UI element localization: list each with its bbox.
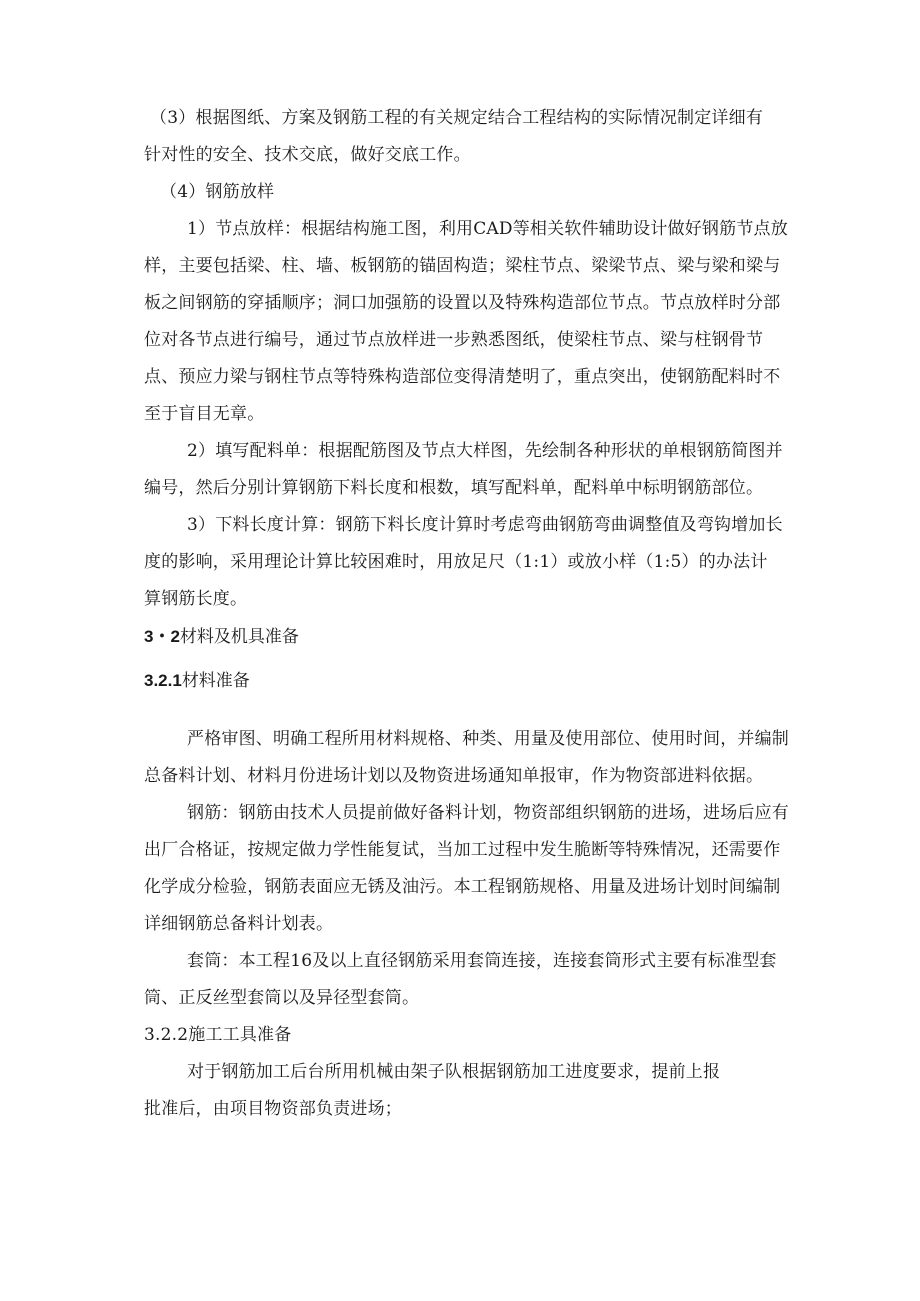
paragraph-line: 化学成分检验，钢筋表面应无锈及油污。本工程钢筋规格、用量及进场计划时间编制: [144, 877, 781, 897]
section-number: 3・2: [144, 627, 180, 646]
paragraph-line: 位对各节点进行编号，通过节点放样进一步熟悉图纸，使梁柱节点、梁与柱钢骨节: [144, 330, 764, 350]
paragraph-line: 总备料计划、材料月份进场计划以及物资进场通知单报审，作为物资部进料依据。: [144, 766, 764, 786]
paragraph-line: 至于盲目无章。: [144, 404, 265, 424]
paragraph-line: 算钢筋长度。: [144, 589, 248, 609]
paragraph-line: 板之间钢筋的穿插顺序；洞口加强筋的设置以及特殊构造部位节点。节点放样时分部: [144, 293, 781, 313]
paragraph-line: 编号，然后分别计算钢筋下料长度和根数，填写配料单，配料单中标明钢筋部位。: [144, 478, 764, 498]
subsection-number: 3.2.1: [144, 671, 182, 690]
paragraph-line: 套筒：本工程16及以上直径钢筋采用套筒连接，连接套筒形式主要有标准型套: [187, 951, 777, 971]
paragraph-line: 对于钢筋加工后台所用机械由架子队根据钢筋加工进度要求，提前上报: [187, 1062, 721, 1082]
paragraph-line: 样，主要包括梁、柱、墙、板钢筋的锚固构造；梁柱节点、梁梁节点、梁与梁和梁与: [144, 256, 781, 276]
subsection-heading-plain: 3.2.2施工工具准备: [144, 1025, 292, 1045]
paragraph-line: 出厂合格证，按规定做力学性能复试，当加工过程中发生脆断等特殊情况，还需要作: [144, 840, 781, 860]
paragraph-line: 点、预应力梁与钢柱节点等特殊构造部位变得清楚明了，重点突出，使钢筋配料时不: [144, 367, 781, 387]
paragraph-line: 详细钢筋总备料计划表。: [144, 914, 334, 934]
paragraph-line: 批准后，由项目物资部负责进场；: [144, 1099, 402, 1119]
paragraph-line: 严格审图、明确工程所用材料规格、种类、用量及使用部位、使用时间，并编制: [187, 729, 789, 749]
paragraph-line: 钢筋：钢筋由技术人员提前做好备料计划，物资部组织钢筋的进场，进场后应有: [187, 803, 789, 823]
paragraph-line: 度的影响，采用理论计算比较困难时，用放足尺（1:1）或放小样（1:5）的办法计: [144, 552, 768, 572]
paragraph-line: 3）下料长度计算：钢筋下料长度计算时考虑弯曲钢筋弯曲调整值及弯钩增加长: [187, 515, 783, 535]
subsection-title: 材料准备: [181, 671, 250, 691]
paragraph-line: （4）钢筋放样: [160, 182, 275, 202]
paragraph-line: （3）根据图纸、方案及钢筋工程的有关规定结合工程结构的实际情况制定详细有: [150, 108, 764, 128]
paragraph-line: 1）节点放样：根据结构施工图，利用CAD等相关软件辅助设计做好钢筋节点放: [187, 219, 788, 239]
paragraph-line: 筒、正反丝型套筒以及异径型套筒。: [144, 988, 420, 1008]
section-title: 材料及机具准备: [179, 627, 299, 647]
section-heading: [144, 626, 299, 648]
paragraph-line: 2）填写配料单：根据配筋图及节点大样图，先绘制各种形状的单根钢筋简图并: [187, 441, 783, 461]
paragraph-line: 针对性的安全、技术交底，做好交底工作。: [144, 145, 471, 165]
subsection-heading: [144, 670, 250, 692]
